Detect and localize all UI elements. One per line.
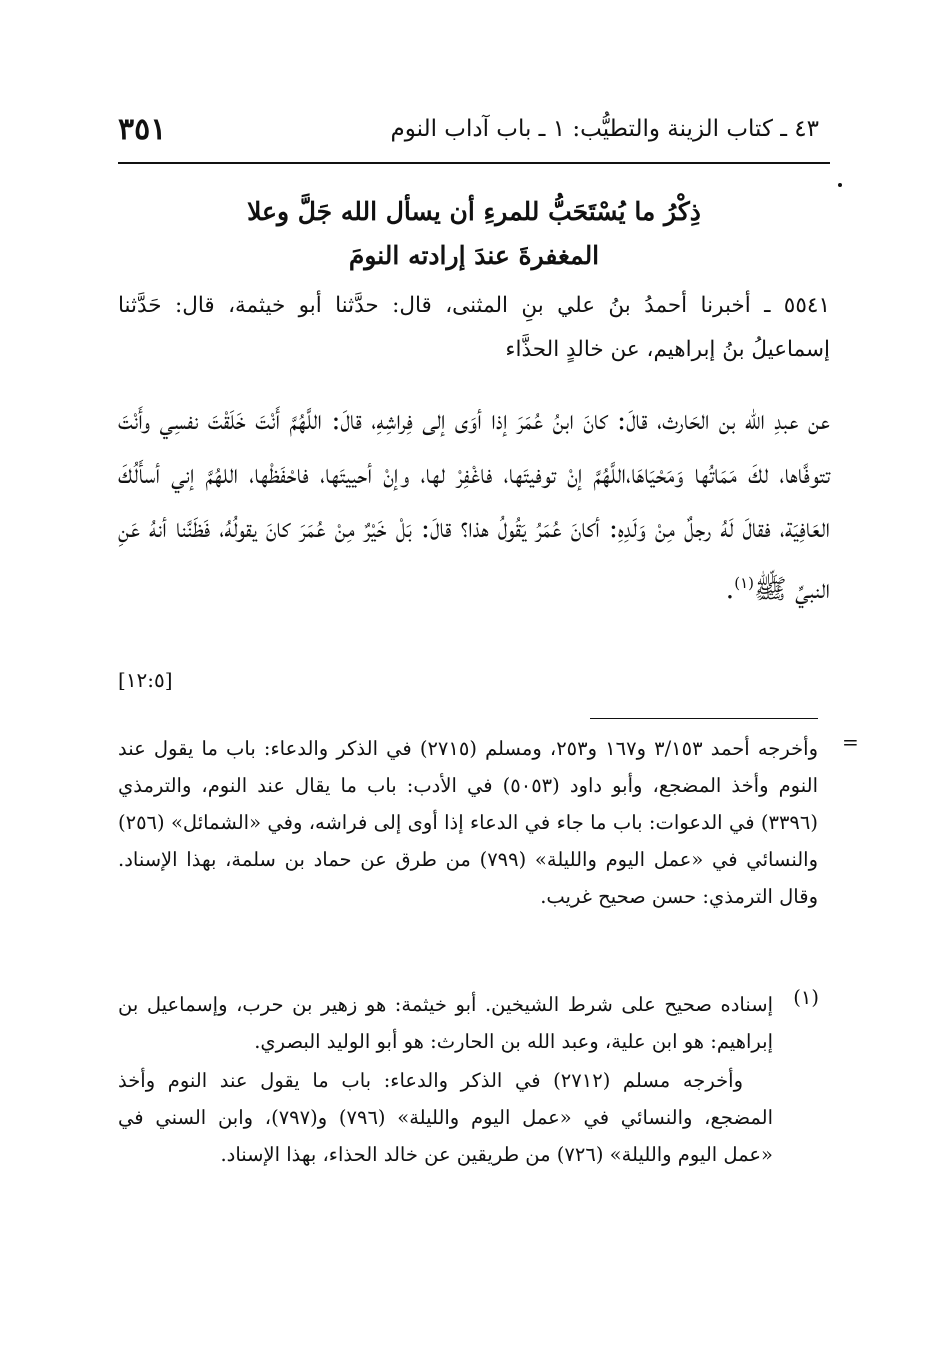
footnote-marker: (١)	[734, 574, 754, 592]
running-head: ٤٣ ـ كتاب الزينة والتطيُّب: ١ ـ باب آداب النوم	[390, 116, 819, 142]
footnote-number: (١)	[793, 986, 819, 1009]
footnotes-separator	[590, 718, 818, 719]
chapter-title-line1: ذِكْرُ ما يُسْتَحَبُّ للمرءِ أن يسأل الله جَلَّ وعلا	[247, 197, 701, 226]
footnote-continuation: وأخرجه أحمد ٣/١٥٣ و١٦٧ و٢٥٣، ومسلم (٢٧١٥) في الذكر والدعاء: باب ما يقول عند النوم وأخذ المضجع، وأبو داود (٥٠٥٣) في الأدب: باب ما يقال عند النوم، والترمذي (٣٣٩٦) في الدعوات: باب ما جاء في الدعاء إذا أوى إلى فراشه، وفي «الشمائل» (٢٥٦) والنسائي في «عمل اليوم والليلة» (٧٩٩) من طرق عن حماد بن سلمة، بهذا الإسناد. وقال الترمذي: حسن صحيح غريب.	[118, 737, 818, 908]
margin-dot	[838, 183, 842, 187]
hadith-matn	[118, 394, 830, 617]
footnote-1	[118, 986, 773, 1173]
footnote-1-para2: وأخرجه مسلم (٢٧١٢) في الذكر والدعاء: باب ما يقول عند النوم وأخذ المضجع، والنسائي في «عمل اليوم والليلة» (٧٩٦) و(٧٩٧)، وابن السني في «عمل اليوم والليلة» (٧٢٦) من طريقين عن خالد الحذاء، بهذا الإسناد.	[118, 1069, 773, 1166]
reference-code: [١٢:٥]	[118, 668, 173, 692]
matn-end-punct: .	[725, 574, 735, 605]
chapter-title-line2: المغفرةَ عندَ إرادته النومَ	[348, 241, 600, 270]
footnote-1-para1: إسناده صحيح على شرط الشيخين. أبو خيثمة: هو زهير بن حرب، وإسماعيل بن إبراهيم: هو ابن علية، وعبد الله بن الحارث: هو أبو الوليد البصري.	[118, 993, 773, 1053]
continuation-mark: =	[842, 730, 859, 754]
header-rule	[118, 162, 830, 164]
hadith-matn-text: عن عبدِ الله بن الحَارث، قالَ: كانَ ابنُ عُمَرَ إذا أوَى إلى فِراشِهِ، قالَ: اللَّهُمَّ أَنْتَ خَلَقْتَ نفسِي وأَنْتَ تتوفَّاها، لكَ مَمَاتُها وَمَحْيَاهَا،اللَّهُمَّ إنْ توفيتَها، فاغْفِرْ لها، وإنْ أحييتَها، فاحْفَظْها، اللهُمَّ إني أسأَلُكَ العَافِيَة، فقالَ لَهُ رجلٌ مِنْ وَلَدِهِ: أكانَ عُمَرُ يَقُولُ هذا؟ قالَ: بَلْ خَيْرٌ مِنْ عُمَرَ كانَ يقولُهُ، فَظَنَّنا أنهُ عَنِ النبيِّ ﷺ	[118, 405, 830, 605]
chapter-title	[118, 190, 830, 278]
hadith-isnad: ٥٥٤١ ـ أخبرنا أحمدُ بنُ علي بنِ المثنى، قال: حدَّثنا أبو خيثمة، قال: حَدَّثنا إسماعيلُ بنُ إبراهيم، عن خالدٍ الحذَّاء	[118, 293, 830, 362]
page-number: ٣٥١	[118, 112, 167, 147]
